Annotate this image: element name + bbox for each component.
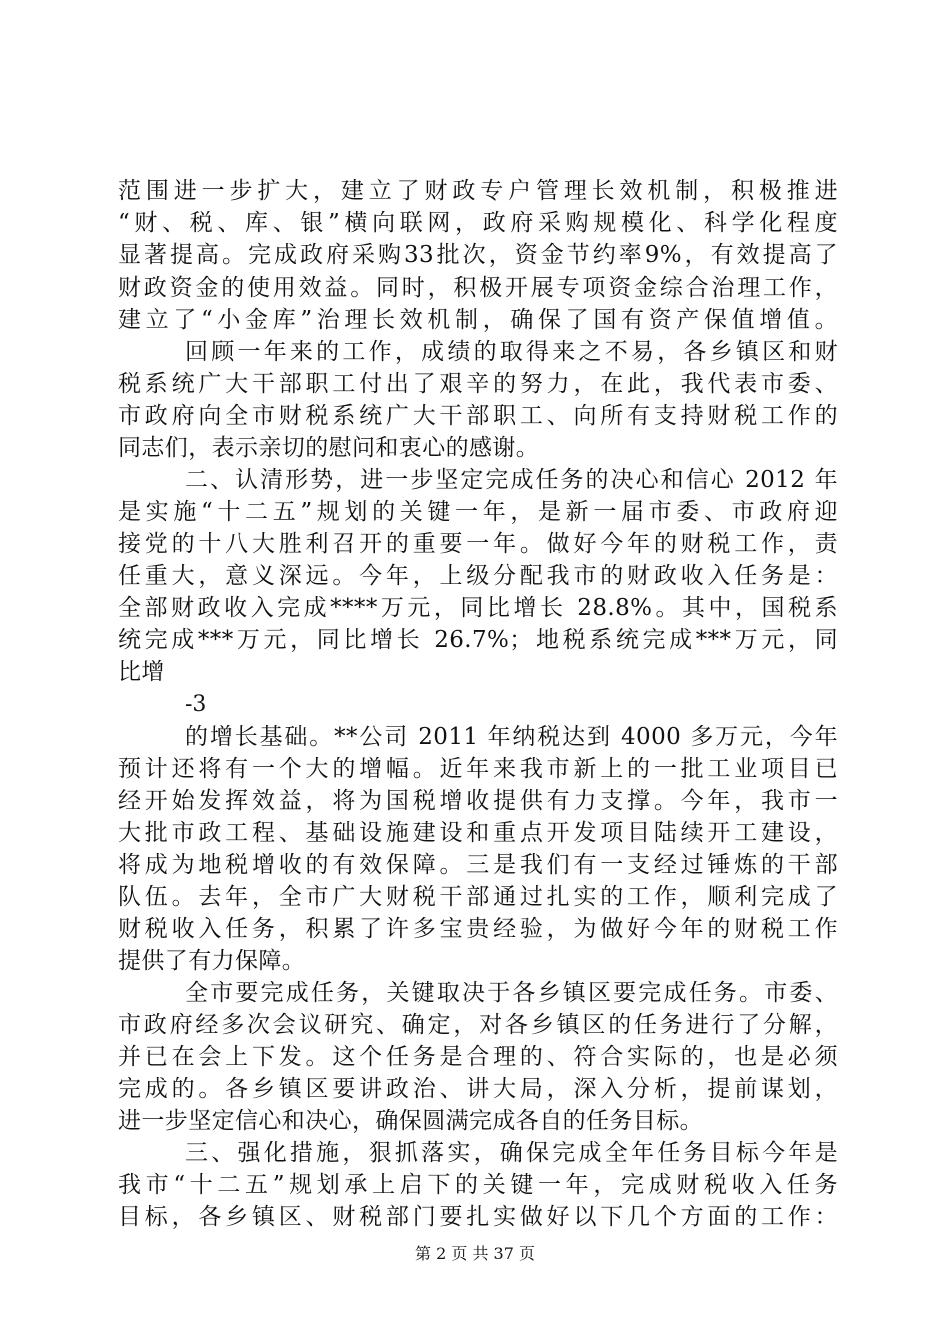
text-line: 财税收入任务，积累了许多宝贵经验，为做好今年的财税工作 <box>118 916 838 942</box>
text-line: 统完成***万元，同比增长 26.7%；地税系统完成***万元，同 <box>118 627 838 653</box>
section-heading-line: 三、强化措施，狠抓落实，确保完成全年任务目标今年是 <box>185 1140 838 1166</box>
text-line: 预计还将有一个大的增幅。近年来我市新上的一批工业项目已 <box>118 756 838 782</box>
text-line: 税系统广大干部职工付出了艰辛的努力，在此，我代表市委、 <box>118 371 838 397</box>
text-line: 全部财政收入完成****万元，同比增长 28.8%。其中，国税系 <box>118 595 838 621</box>
text-line: 我市“十二五”规划承上启下的关键一年，完成财税收入任务 <box>118 1172 838 1198</box>
text-line: 队伍。去年，全市广大财税干部通过扎实的工作，顺利完成了 <box>118 884 838 910</box>
text-line: 任重大，意义深远。今年，上级分配我市的财政收入任务是： <box>118 563 838 589</box>
text-line: 将成为地税增收的有效保障。三是我们有一支经过锤炼的干部 <box>118 852 838 878</box>
text-line: 经开始发挥效益，将为国税增收提供有力支撑。今年，我市一 <box>118 788 838 814</box>
text-line: 目标，各乡镇区、财税部门要扎实做好以下几个方面的工作： <box>118 1204 838 1230</box>
text-line: 并已在会上下发。这个任务是合理的、符合实际的，也是必须 <box>118 1044 838 1070</box>
text-line: 大批市政工程、基础设施建设和重点开发项目陆续开工建设， <box>118 820 838 846</box>
text-line: 提供了有力保障。 <box>118 948 306 974</box>
text-line: 建立了“小金库”治理长效机制，确保了国有资产保值增值。 <box>118 307 838 333</box>
text-line: 财政资金的使用效益。同时，积极开展专项资金综合治理工作， <box>118 275 838 301</box>
text-line: 是实施“十二五”规划的关键一年，是新一届市委、市政府迎 <box>118 499 838 525</box>
text-line: 市政府经多次会议研究、确定，对各乡镇区的任务进行了分解， <box>118 1012 838 1038</box>
section-heading-line: 二、认清形势，进一步坚定完成任务的决心和信心 2012 年 <box>185 467 838 493</box>
text-line: 范围进一步扩大，建立了财政专户管理长效机制，积极推进 <box>118 178 838 204</box>
text-line: “财、税、库、银”横向联网，政府采购规模化、科学化程度 <box>118 210 838 236</box>
paragraph-first-line: 全市要完成任务，关键取决于各乡镇区要完成任务。市委、 <box>185 980 838 1006</box>
paragraph-first-line: 回顾一年来的工作，成绩的取得来之不易，各乡镇区和财 <box>185 339 838 365</box>
paragraph-first-line: 的增长基础。**公司 2011 年纳税达到 4000 多万元，今年 <box>185 724 838 750</box>
text-line: 市政府向全市财税系统广大干部职工、向所有支持财税工作的 <box>118 403 838 429</box>
text-line: 同志们，表示亲切的慰问和衷心的感谢。 <box>118 435 540 461</box>
text-line: 比增 <box>118 659 165 685</box>
text-line: 接党的十八大胜利召开的重要一年。做好今年的财税工作，责 <box>118 531 838 557</box>
page-footer: 第 2 页 共 37 页 <box>415 1244 535 1263</box>
text-line: 显著提高。完成政府采购33批次，资金节约率9%，有效提高了 <box>118 242 838 268</box>
text-line: 进一步坚定信心和决心，确保圆满完成各自的任务目标。 <box>118 1108 703 1134</box>
text-line: 完成的。各乡镇区要讲政治、讲大局，深入分析，提前谋划， <box>118 1076 838 1102</box>
inline-page-marker: -3 <box>185 692 207 717</box>
